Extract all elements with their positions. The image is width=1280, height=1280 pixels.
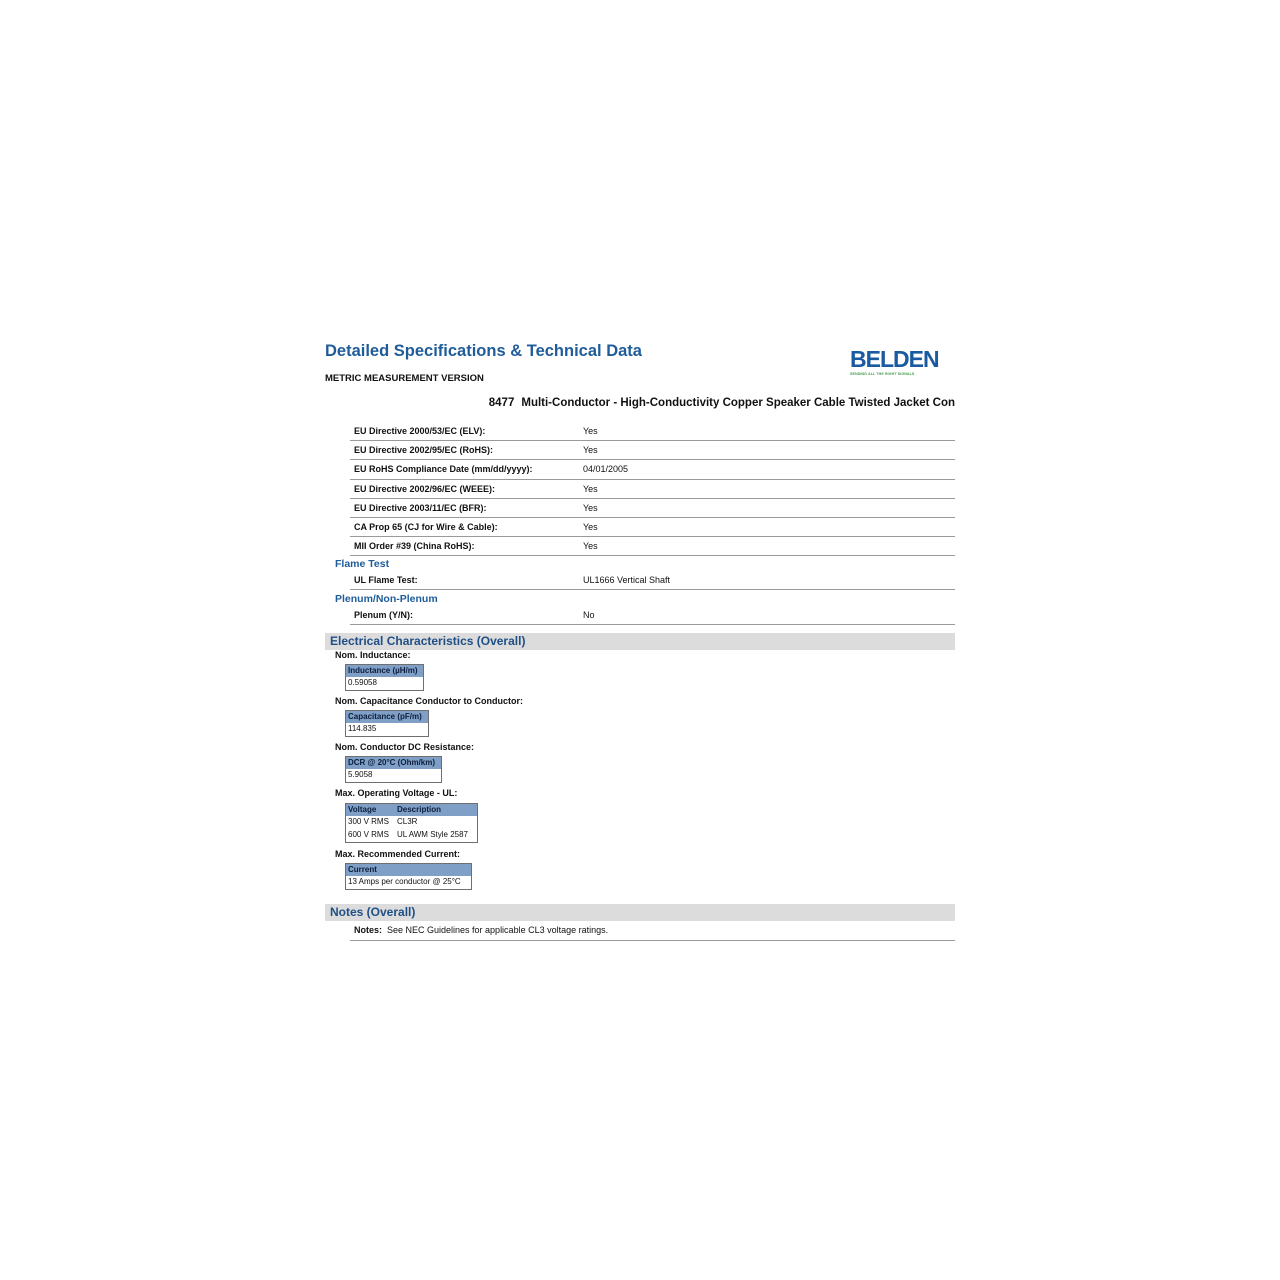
row-label: Plenum (Y/N): [354,610,414,620]
page-title: Detailed Specifications & Technical Data [325,342,642,360]
table-row [346,677,423,690]
compliance-row [350,480,955,499]
table-cell: 0.59058 [348,678,377,687]
row-value: 04/01/2005 [583,464,629,475]
current-table [345,863,472,890]
table-header [346,711,428,723]
row-value: UL1666 Vertical Shaft [583,575,671,585]
inductance-label: Nom. Inductance: [335,650,411,660]
table-cell: UL AWM Style 2587 [397,830,468,839]
compliance-row [350,499,955,518]
table-cell: 300 V RMS [348,817,389,826]
table-cell: 114.835 [348,724,377,733]
row-label: EU RoHS Compliance Date (mm/dd/yyyy): [354,464,533,475]
row-label: EU Directive 2002/96/EC (WEEE): [354,483,496,494]
voltage-label: Max. Operating Voltage - UL: [335,788,458,798]
compliance-row [350,537,955,556]
notes-section-header [325,904,955,921]
capacitance-label: Nom. Capacitance Conductor to Conductor: [335,696,524,706]
row-value: Yes [583,521,598,532]
flame-test-heading: Flame Test [335,558,390,570]
logo-tagline: SENDING ALL THE RIGHT SIGNALS [850,372,915,376]
resistance-table [345,756,442,783]
voltage-table [345,803,478,843]
compliance-row [350,441,955,460]
page-subtitle: METRIC MEASUREMENT VERSION [325,373,484,384]
flame-test-row [350,572,955,590]
row-value: No [583,610,595,620]
plenum-row [350,607,955,625]
row-value: Yes [583,541,598,552]
column-header: Current [348,865,377,874]
capacitance-table [345,710,429,737]
row-label: CA Prop 65 (CJ for Wire & Cable): [354,521,498,532]
compliance-row [350,460,955,479]
column-header: Capacitance (pF/m) [348,712,422,721]
product-heading [489,397,955,409]
plenum-heading: Plenum/Non-Plenum [335,593,438,605]
compliance-row [350,518,955,537]
row-value: Yes [583,483,598,494]
row-value: Yes [583,502,598,513]
table-row [346,829,477,842]
part-number: 8477 [488,397,515,409]
table-header [346,864,471,876]
section-title: Electrical Characteristics (Overall) [330,634,526,648]
electrical-section-header [325,633,955,650]
table-header [346,665,423,677]
compliance-list [350,422,955,556]
column-header: Voltage [348,805,377,814]
product-description: Multi-Conductor - High-Conductivity Copper Speaker Cable Twisted Jacket Con [521,397,955,409]
table-cell: 600 V RMS [348,830,389,839]
row-label: EU Directive 2000/53/EC (ELV): [354,426,486,436]
row-label: EU Directive 2003/11/EC (BFR): [354,502,487,513]
table-cell: 13 Amps per conductor @ 25°C [348,877,461,886]
column-header: DCR @ 20°C (Ohm/km) [348,758,436,767]
notes-label: Notes: [354,925,383,935]
table-header [346,804,477,816]
current-label: Max. Recommended Current: [335,849,461,859]
section-title: Notes (Overall) [330,905,416,919]
row-label: MII Order #39 (China RoHS): [354,541,475,552]
table-row [346,876,471,889]
row-value: Yes [583,445,598,456]
resistance-label: Nom. Conductor DC Resistance: [335,742,475,752]
table-row [346,769,441,782]
row-label: EU Directive 2002/95/EC (RoHS): [354,445,494,456]
belden-logo [850,347,942,376]
row-label: UL Flame Test: [354,575,418,585]
inductance-table [345,664,424,691]
column-header: Inductance (µH/m) [348,666,418,675]
notes-value: See NEC Guidelines for applicable CL3 voltage ratings. [387,925,609,935]
table-row [346,816,477,829]
notes-row [350,922,955,941]
logo-wordmark: BELDEN [850,346,939,372]
table-header [346,757,441,769]
column-header: Description [397,805,442,814]
table-cell: CL3R [397,817,418,826]
table-row [346,723,428,736]
row-value: Yes [583,426,598,436]
compliance-row [350,422,955,441]
table-cell: 5.9058 [348,770,373,779]
